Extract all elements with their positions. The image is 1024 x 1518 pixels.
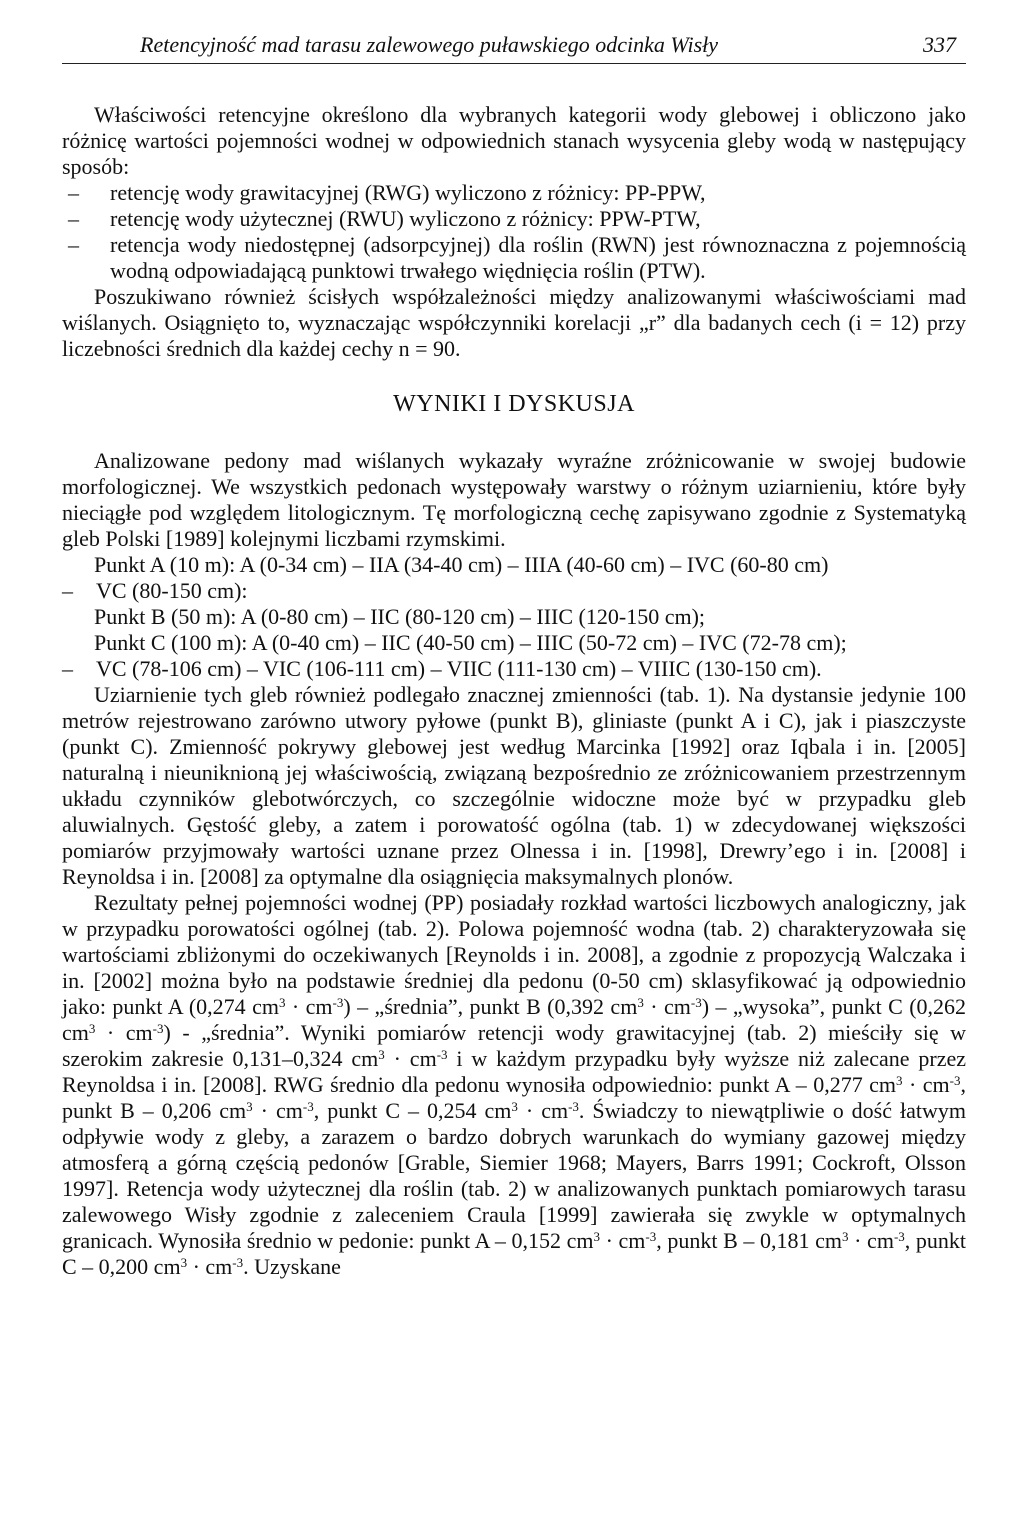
body-text [62, 102, 966, 1280]
intro-paragraph: Właściwości retencyjne określono dla wybranych kategorii wody glebowej i obliczono jako różnicę wartości pojemności wodnej w odpowiednich stanach wysycenia gleby wodą w następujący sposób: [62, 102, 966, 179]
running-header [62, 32, 966, 64]
point-c-line: Punkt C (100 m): A (0-40 cm) – IIC (40-50 cm) – IIIC (50-72 cm) – IVC (72-78 cm); [94, 630, 847, 655]
page-number: 337 [923, 32, 956, 57]
morphology-paragraph: Analizowane pedony mad wiślanych wykazały wyraźne zróżnicowanie w swojej budowie morfologicznej. We wszystkich pedonach występowały warstwy o różnym uziarnieniu, które były nieciągłe pod względem litologicznym. Tę morfologiczną cechę zapisywano zgodnie z Systematyką gleb Polski [1989] kolejnymi liczbami rzymskimi. [62, 448, 966, 551]
texture-paragraph: Uziarnienie tych gleb również podlegało znacznej zmienności (tab. 1). Na dystansie jedynie 100 metrów rejestrowano zarówno utwory pyłowe (punkt B), gliniaste (punkt A i C), jak i piaszczyste (punkt C). Zmienność pokrywy glebowej jest według Marcinka [1992] oraz Iqbala i in. [2005] naturalną i nieuniknioną jej właściwością, związaną bezpośrednio ze zróżnicowaniem przestrzennym układu czynników glebotwórczych, co szczególnie widoczne może być w przypadku gleb aluwialnych. Gęstość gleby, a zatem i porowatość ogólna (tab. 1) w zdecydowanej większości pomiarów przyjmowały wartości uznane przez Olnessa i in. [1998], Drewry’ego i in. [2008] i Reynoldsa i in. [2008] za optymalne dla osiągnięcia maksymalnych plonów. [62, 682, 966, 889]
point-b-line: Punkt B (50 m): A (0-80 cm) – IIC (80-120 cm) – IIIC (120-150 cm); [94, 604, 706, 629]
point-a-line: Punkt A (10 m): A (0-34 cm) – IIA (34-40 cm) – IIIA (40-60 cm) – IVC (60-80 cm) [94, 552, 829, 577]
list-item: – retencję wody grawitacyjnej (RWG) wyliczono z różnicy: PP-PPW, [68, 180, 706, 205]
running-title: Retencyjność mad tarasu zalewowego puławskiego odcinka Wisły [140, 32, 719, 57]
point-c-continuation: – VC (78-106 cm) – VIC (106-111 cm) – VIIC (111-130 cm) – VIIIC (130-150 cm). [62, 656, 822, 681]
point-a-continuation: – VC (80-150 cm): [62, 578, 248, 603]
water-capacity-paragraph: Rezultaty pełnej pojemności wodnej (PP) posiadały rozkład wartości liczbowych analogiczny, jak w przypadku porowatości ogólnej (tab. 2). Polowa pojemność wodna (tab. 2) charakteryzowała się wartościami zbliżonymi do oczekiwanych [Reynolds i in. 2008], a zgodnie z propozycją Walczaka i in. [2002] można było na podstawie średniej dla pedonu (0-50 cm) sklasyfikować ją odpowiednio jako: punkt A (0,274 $cm^3 \cdot cm^{-3}$) – „średnia”, punkt B (0,392 $cm^3 \cdot cm^{-3}$) – „wysoka”, punkt C (0,262 $cm^3 \cdot cm^{-3}$) - „średnia”. Wyniki pomiarów retencji wody grawitacyjnej (tab. 2) mieściły się w szerokim zakresie 0,131–0,324 $cm^3 \cdot cm^{-3}$ i w każdym przypadku były wyższe niż zalecane przez Reynoldsa i in. [2008]. RWG średnio dla pedonu wynosiła odpowiednio: punkt A – 0,277 $cm^3 \cdot cm^{-3}$, punkt B – 0,206 $cm^3 \cdot cm^{-3}$, punkt C – 0,254 $cm^3 \cdot cm^{-3}$. Świadczy to niewątpliwie o dość łatwym odpływie wody z gleby, a zarazem o bardzo dobrych warunkach do wymiany gazowej między atmosferą a górną częścią pedonów [Grable, Siemier 1968; Mayers, Barrs 1991; Cockroft, Olsson 1997]. Retencja wody użytecznej dla roślin (tab. 2) w analizowanych punktach pomiarowych tarasu zalewowego Wisły zgodnie z zaleceniem Craula [1999] zawierała się zwykle w optymalnych granicach. Wynosiła średnio w pedonie: punkt A – 0,152 $cm^3 \cdot cm^{-3}$, punkt B – 0,181 $cm^3 \cdot cm^{-3}$, punkt C – 0,200 $cm^3 \cdot cm^{-3}$. Uzyskane [62, 890, 967, 1279]
correlation-paragraph: Poszukiwano również ścisłych współzależności między analizowanymi właściwościami mad wiślanych. Osiągnięto to, wyznaczając współczynniki korelacji „r” dla badanych cech (i = 12) przy liczebności średnich dla każdej cechy n = 90. [62, 284, 966, 361]
list-item: – retencję wody użytecznej (RWU) wyliczono z różnicy: PPW-PTW, [68, 206, 701, 231]
list-item: – retencja wody niedostępnej (adsorpcyjnej) dla roślin (RWN) jest równoznaczna z pojemnością wodną odpowiadającą punktowi trwałego więdnięcia roślin (PTW). [68, 232, 966, 283]
method-list [62, 180, 966, 284]
section-heading: WYNIKI I DYSKUSJA [393, 391, 635, 417]
